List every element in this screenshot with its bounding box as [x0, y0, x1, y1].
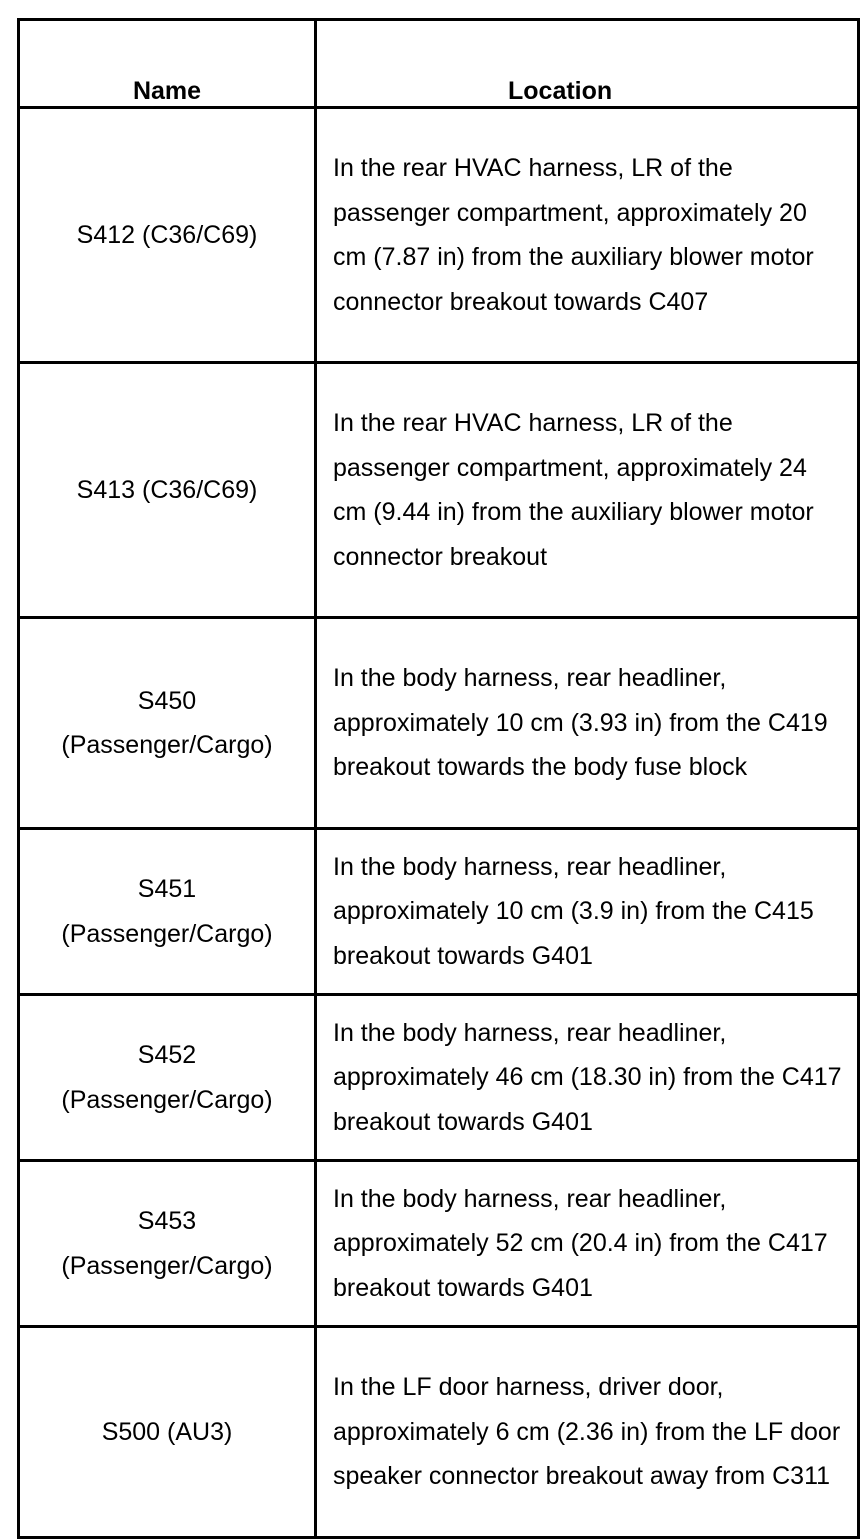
table-row: [19, 829, 859, 995]
table-row: [19, 363, 859, 618]
name-column-header: Name: [19, 20, 316, 108]
splice-location-table: [17, 18, 860, 1539]
splice-location-cell: In the body harness, rear headliner, approximately 46 cm (18.30 in) from the C417 breakout towards G401: [316, 995, 859, 1161]
table-row: [19, 108, 859, 363]
splice-location-cell: In the rear HVAC harness, LR of the passenger compartment, approximately 20 cm (7.87 in) from the auxiliary blower motor connector breakout towards C407: [316, 108, 859, 363]
splice-name-cell: S413 (C36/C69): [19, 363, 316, 618]
table-row: [19, 1161, 859, 1327]
table-header-row: [19, 20, 859, 108]
splice-name-cell: S412 (C36/C69): [19, 108, 316, 363]
splice-name-cell: S452 (Passenger/Cargo): [19, 995, 316, 1161]
splice-name-cell: S450 (Passenger/Cargo): [19, 618, 316, 829]
table-row: [19, 618, 859, 829]
splice-location-table-page: [17, 18, 841, 1526]
splice-name-cell: S453 (Passenger/Cargo): [19, 1161, 316, 1327]
splice-location-cell: In the LF door harness, driver door, approximately 6 cm (2.36 in) from the LF door speaker connector breakout away from C311: [316, 1327, 859, 1538]
splice-name-cell: S451 (Passenger/Cargo): [19, 829, 316, 995]
splice-location-cell: In the body harness, rear headliner, approximately 52 cm (20.4 in) from the C417 breakout towards G401: [316, 1161, 859, 1327]
splice-location-cell: In the body harness, rear headliner, approximately 10 cm (3.9 in) from the C415 breakout towards G401: [316, 829, 859, 995]
table-row: [19, 1327, 859, 1538]
splice-location-cell: In the rear HVAC harness, LR of the passenger compartment, approximately 24 cm (9.44 in) from the auxiliary blower motor connector breakout: [316, 363, 859, 618]
table-row: [19, 995, 859, 1161]
splice-location-cell: In the body harness, rear headliner, approximately 10 cm (3.93 in) from the C419 breakout towards the body fuse block: [316, 618, 859, 829]
location-column-header: Location: [316, 20, 859, 108]
splice-name-cell: S500 (AU3): [19, 1327, 316, 1538]
